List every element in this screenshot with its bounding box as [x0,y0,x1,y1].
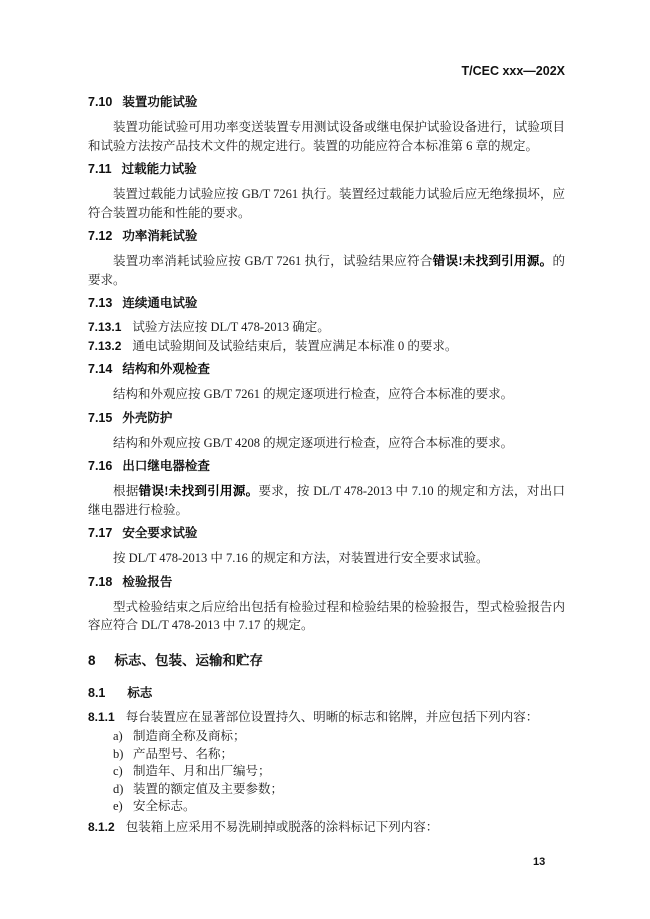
list-item [88,746,565,764]
clause-number: 7.12 [88,229,113,243]
clause-number: 8.1 [88,685,106,700]
subclause-number: 8.1.1 [88,709,115,724]
page-content [88,63,565,836]
subclause-7-13-2 [88,337,565,356]
paragraph-text: 要求，按 DL/T 478-2013 中 7.10 的规定和方法，对出口继电器进行检验。 [88,484,565,517]
clause-heading-7-18 [88,574,565,591]
clause-title: 装置功能试验 [122,95,198,109]
clause-number: 7.10 [88,95,113,109]
clause-paragraph-7-17: 按 DL/T 478-2013 中 7.16 的规定和方法，对装置进行安全要求试验。 [113,551,489,565]
subclause-text: 包装箱上应采用不易洗刷掉或脱落的涂料标记下列内容： [125,819,439,834]
subclause-text: 每台装置应在显著部位设置持久、明晰的标志和铭牌，并应包括下列内容： [125,709,539,724]
subclause-text: 通电试验期间及试验结束后，装置应满足本标准 0 的要求。 [132,338,458,353]
list-item-text: 制造年、月和出厂编号； [133,764,271,778]
list-item-text: 产品型号、名称； [133,746,234,761]
page-number: 13 [533,856,546,868]
clause-heading-7-16 [88,458,565,475]
clause-paragraph-7-15: 结构和外观应按 GB/T 4208 的规定逐项进行检查，应符合本标准的要求。 [113,435,514,450]
list-item-label: b) [113,746,124,761]
clause-title: 连续通电试验 [122,296,198,310]
clause-number: 7.11 [88,162,112,176]
clause-title: 安全要求试验 [122,526,198,540]
subclause-8-1-2 [88,818,565,837]
clause-title: 过载能力试验 [121,162,197,176]
clause-number: 7.14 [88,362,113,376]
clause-heading-7-12 [88,228,565,245]
clause-title: 结构和外观检查 [122,362,210,376]
clause-paragraph-7-18: 型式检验结束之后应给出包括有检验过程和检验结果的检验报告，型式检验报告内容应符合 DL/T 478-2013 中 7.17 的规定。 [88,599,565,632]
list-item-label: a) [113,729,123,743]
subclause-number: 7.13.2 [88,338,122,353]
chapter-heading-8 [88,651,565,670]
list-item [88,728,565,746]
subclause-number: 7.13.1 [88,320,122,334]
clause-paragraph-7-12 [88,252,565,289]
list-item [88,798,565,816]
clause-number: 7.16 [88,459,113,473]
error-reference-text: 错误!未找到引用源。 [432,254,553,268]
clause-number: 7.18 [88,574,113,589]
clause-title: 标志 [127,685,153,700]
list-item-text: 制造商全称及商标； [133,729,246,743]
document-code-header: T/CEC xxx—202X [461,64,565,78]
clause-title: 出口继电器检查 [122,459,210,473]
list-item [88,763,565,781]
chapter-title: 标志、包装、运输和贮存 [114,652,264,668]
clause-heading-7-10 [88,94,565,111]
list-item [88,781,565,799]
clause-heading-7-15 [88,410,565,427]
clause-title: 功率消耗试验 [122,229,198,243]
clause-heading-7-14 [88,361,565,378]
clause-number: 7.13 [88,296,113,310]
chapter-number: 8 [88,652,96,668]
clause-number: 7.17 [88,526,113,540]
clause-heading-7-13 [88,295,565,312]
error-reference-text: 错误!未找到引用源。 [138,484,259,498]
subclause-8-1-1 [88,708,565,727]
list-item-text: 安全标志。 [133,799,196,813]
paragraph-text: 的要求。 [88,254,566,287]
clause-paragraph-7-16 [88,482,565,519]
paragraph-text: 装置功率消耗试验应按 GB/T 7261 执行，试验结果应符合 [113,254,433,268]
list-item-label: c) [113,764,123,778]
clause-paragraph-7-10: 装置功能试验可用功率变送装置专用测试设备或继电保护试验设备进行，试验项目和试验方法按产品技术文件的规定进行。装置的功能应符合本标准第 6 章的规定。 [88,120,565,153]
list-item-text: 装置的额定值及主要参数； [133,781,284,796]
marking-items-list [88,728,565,816]
paragraph-text: 根据 [113,484,139,498]
subclause-text: 试验方法应按 DL/T 478-2013 确定。 [132,320,330,334]
clause-paragraph-7-14: 结构和外观应按 GB/T 7261 的规定逐项进行检查，应符合本标准的要求。 [113,387,514,401]
subclause-7-13-1 [88,318,565,337]
clause-paragraph-7-11: 装置过载能力试验应按 GB/T 7261 执行。装置经过载能力试验后应无绝缘损坏，应符合装置功能和性能的要求。 [88,187,565,220]
clause-title: 检验报告 [122,574,173,589]
list-item-label: d) [113,781,124,796]
list-item-label: e) [113,799,123,813]
clause-heading-7-17 [88,525,565,542]
clause-heading-7-11 [88,161,565,178]
subclause-number: 8.1.2 [88,819,115,834]
clause-number: 7.15 [88,410,113,425]
clause-title: 外壳防护 [122,410,173,425]
clause-heading-8-1 [88,685,565,702]
